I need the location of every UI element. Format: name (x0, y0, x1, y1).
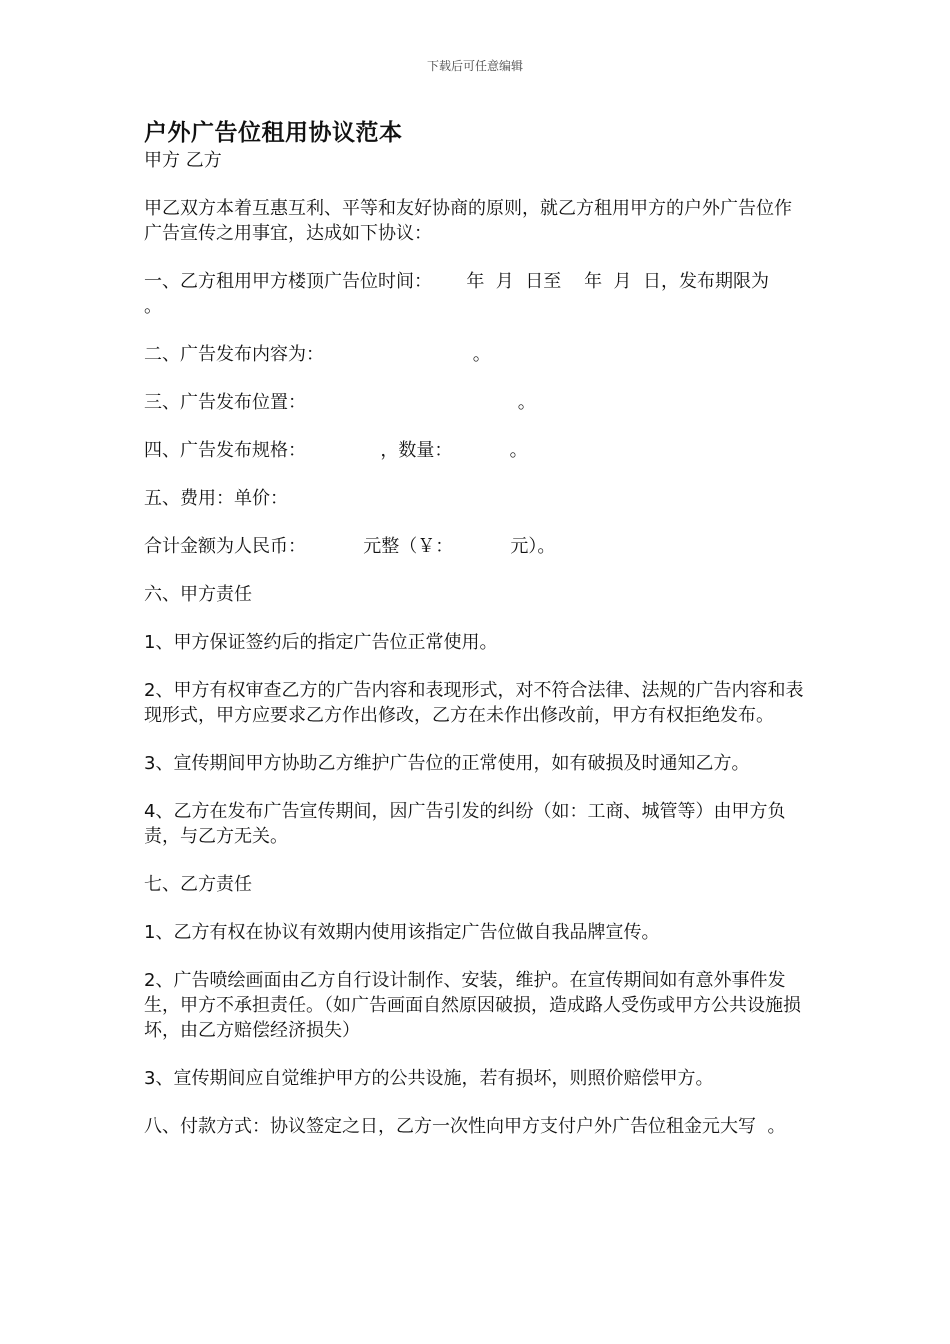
clause-4-ad-spec: 四、广告发布规格： ，数量： 。 (144, 440, 528, 461)
party-a-duty-4: 4、乙方在发布广告宣传期间，因广告引发的纠纷（如：工商、城管等）由甲方负责，与乙方无关。 (144, 801, 786, 847)
clause-2-ad-content: 二、广告发布内容为： 。 (144, 344, 491, 365)
section-7-heading: 七、乙方责任 (144, 874, 252, 895)
party-a-duty-1: 1、甲方保证签约后的指定广告位正常使用。 (144, 632, 498, 653)
party-a-duty-2: 2、甲方有权审查乙方的广告内容和表现形式，对不符合法律、法规的广告内容和表现形式，甲方应要求乙方作出修改，乙方在未作出修改前，甲方有权拒绝发布。 (144, 680, 804, 726)
clause-1-rental-period: 一、乙方租用甲方楼顶广告位时间： 年 月 日至 年 月 日，发布期限为 。 (144, 271, 792, 317)
party-b-duty-1: 1、乙方有权在协议有效期内使用该指定广告位做自我品牌宣传。 (144, 922, 660, 943)
intro-paragraph: 甲乙双方本着互惠互利、平等和友好协商的原则，就乙方租用甲方的户外广告位作广告宣传之用事宜，达成如下协议： (144, 198, 792, 244)
party-b-duty-3: 3、宣传期间应自觉维护甲方的公共设施，若有损坏，则照价赔偿甲方。 (144, 1068, 714, 1089)
document-body (144, 118, 804, 1162)
page-header-note: 下载后可任意编辑 (426, 59, 523, 73)
party-a-duty-3: 3、宣传期间甲方协助乙方维护广告位的正常使用，如有破损及时通知乙方。 (144, 753, 750, 774)
parties-line: 甲方 乙方 (144, 150, 222, 171)
clause-5-fees: 五、费用：单价： (144, 488, 288, 509)
section-8-payment: 八、付款方式：协议签定之日，乙方一次性向甲方支付户外广告位租金元大写 。 (144, 1116, 786, 1137)
party-b-duty-2: 2、广告喷绘画面由乙方自行设计制作、安装，维护。在宣传期间如有意外事件发生，甲方不承担责任。（如广告画面自然原因破损，造成路人受伤或甲方公共设施损坏，由乙方赔偿经济损失） (144, 970, 801, 1041)
total-amount-line: 合计金额为人民币： 元整（￥： 元）。 (144, 536, 556, 557)
clause-3-ad-location: 三、广告发布位置： 。 (144, 392, 536, 413)
section-6-heading: 六、甲方责任 (144, 584, 252, 605)
document-title: 户外广告位租用协议范本 (144, 120, 403, 146)
